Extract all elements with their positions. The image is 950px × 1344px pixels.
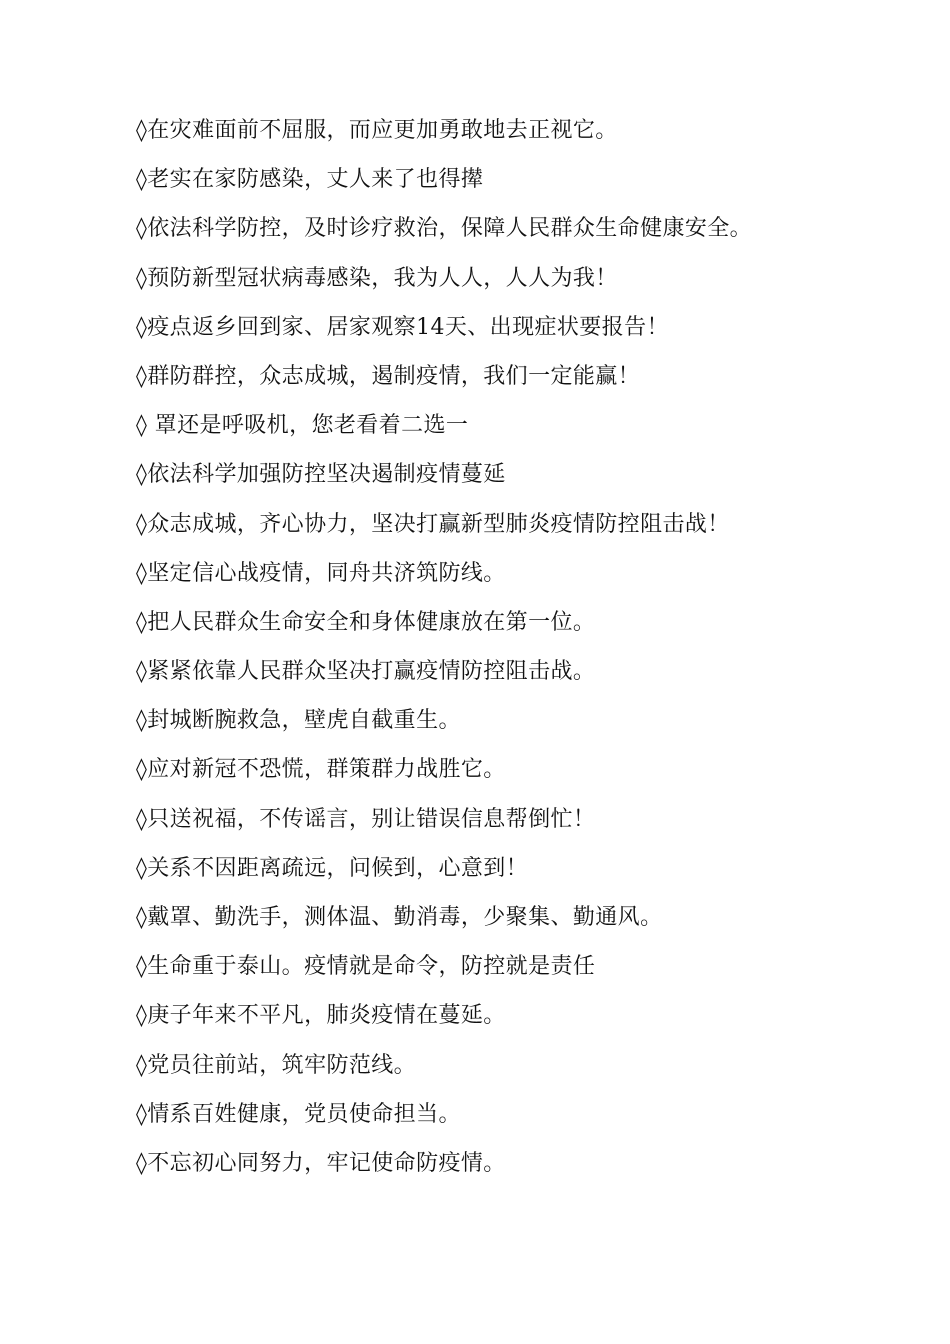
- slogan-line: ◊群防群控，众志成城，遏制疫情，我们一定能赢！: [136, 363, 641, 389]
- slogan-line: ◊只送祝福，不传谣言，别让错误信息帮倒忙！: [136, 806, 596, 832]
- slogan-line: ◊党员往前站，筑牢防范线。: [136, 1052, 417, 1078]
- slogan-line: ◊应对新冠不恐慌，群策群力战胜它。: [136, 757, 506, 783]
- slogan-line: ◊情系百姓健康，党员使命担当。: [136, 1101, 461, 1127]
- slogan-line: ◊坚定信心战疫情，同舟共济筑防线。: [136, 560, 506, 586]
- slogan-line: ◊戴罩、勤洗手，测体温、勤消毒，少聚集、勤通风。: [136, 905, 663, 930]
- slogan-line: ◊封城断腕救急，壁虎自截重生。: [136, 708, 461, 734]
- slogan-line: ◊把人民群众生命安全和身体健康放在第一位。: [136, 609, 596, 635]
- slogan-line: ◊生命重于泰山。疫情就是命令，防控就是责任: [136, 954, 596, 980]
- slogan-line: ◊老实在家防感染，丈人来了也得撵: [136, 167, 484, 193]
- slogan-line: ◊关系不因距离疏远，问候到，心意到！: [136, 855, 529, 881]
- slogan-line: ◊庚子年来不平凡，肺炎疫情在蔓延。: [136, 1003, 506, 1029]
- slogan-line: ◊依法科学防控，及时诊疗救治，保障人民群众生命健康安全。: [136, 216, 753, 242]
- slogan-line: ◊疫点返乡回到家、居家观察14天、出现症状要报告！: [136, 314, 669, 340]
- slogan-line: ◊众志成城，齐心协力，坚决打赢新型肺炎疫情防控阻击战！: [136, 511, 730, 537]
- slogan-line: ◊不忘初心同努力，牢记使命防疫情。: [136, 1150, 506, 1176]
- slogan-line: ◊在灾难面前不屈服，而应更加勇敢地去正视它。: [136, 118, 618, 143]
- slogan-line: ◊预防新型冠状病毒感染，我为人人，人人为我！: [136, 265, 618, 291]
- slogan-line: ◊ 罩还是呼吸机，您老看着二选一: [136, 413, 469, 439]
- slogan-line: ◊依法科学加强防控坚决遏制疫情蔓延: [136, 462, 506, 488]
- slogan-list: [136, 113, 916, 1195]
- slogan-line: ◊紧紧依靠人民群众坚决打赢疫情防控阻击战。: [136, 659, 596, 685]
